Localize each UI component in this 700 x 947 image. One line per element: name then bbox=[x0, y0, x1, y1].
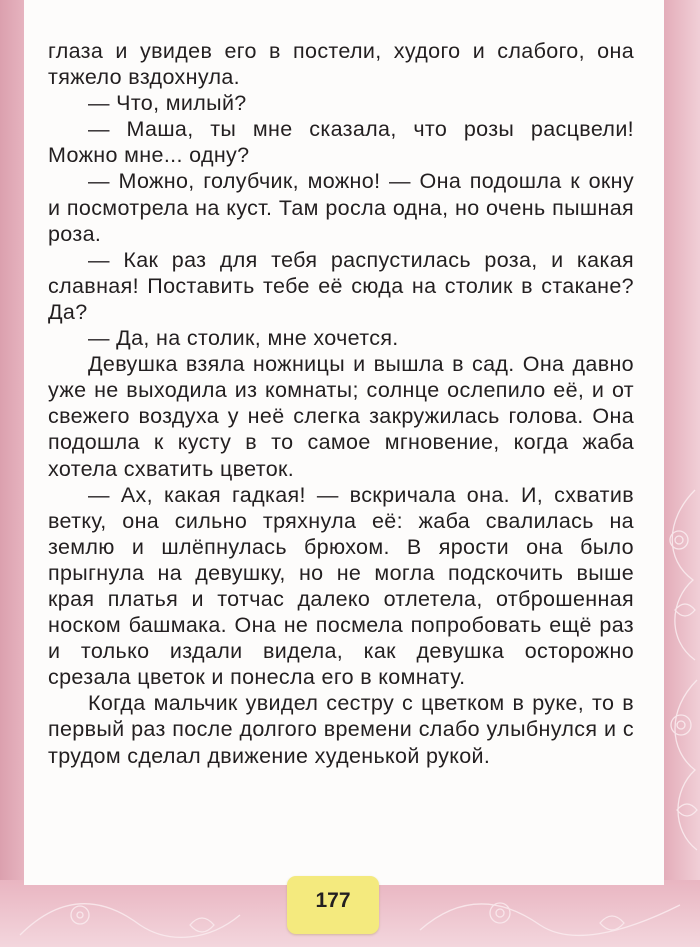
paragraph: — Как раз для тебя распустилась роза, и какая славная! Поставить тебе её сюда на столик в стакане? Да? bbox=[48, 247, 634, 324]
paragraph: Когда мальчик увидел сестру с цветком в руке, то в первый раз после долгого времени слабо улыбнулся и с трудом сделал движение худенькой рукой. bbox=[48, 691, 634, 768]
paragraph: — Можно, голубчик, можно! — Она подошла к окну и посмотрела на куст. Там росла одна, но очень пышная роза. bbox=[48, 169, 634, 246]
paragraph: — Маша, ты мне сказала, что розы расцвели! Можно мне... одну? bbox=[48, 117, 634, 168]
paragraph: — Что, милый? bbox=[88, 91, 247, 116]
paragraph: глаза и увидев его в постели, худого и слабого, она тяжело вздохнула. bbox=[48, 39, 634, 90]
story-text bbox=[48, 38, 634, 769]
page-number: 177 bbox=[315, 889, 351, 912]
paragraph: Девушка взяла ножницы и вышла в сад. Она давно уже не выходила из комнаты; солнце ослепило её, и от свежего воздуха у неё слегка закружилась голова. Она подошла к кусту в то самое мгновение, когда жаба хотела схватить цветок. bbox=[48, 352, 634, 481]
paragraph: — Да, на столик, мне хочется. bbox=[88, 326, 399, 351]
paragraph: — Ах, какая гадкая! — вскричала она. И, схватив ветку, она сильно тряхнула её: жаба свалилась на землю и шлёпнулась брюхом. В ярости она было прыгнула на девушку, но не могла подскочить выше края платья и тотчас далеко отлетела, отброшенная носком башмака. Она не посмела попробовать ещё раз и только издали видела, как девушка осторожно срезала цветок и понесла его в комнату. bbox=[48, 482, 634, 690]
background-left-border bbox=[0, 0, 24, 947]
